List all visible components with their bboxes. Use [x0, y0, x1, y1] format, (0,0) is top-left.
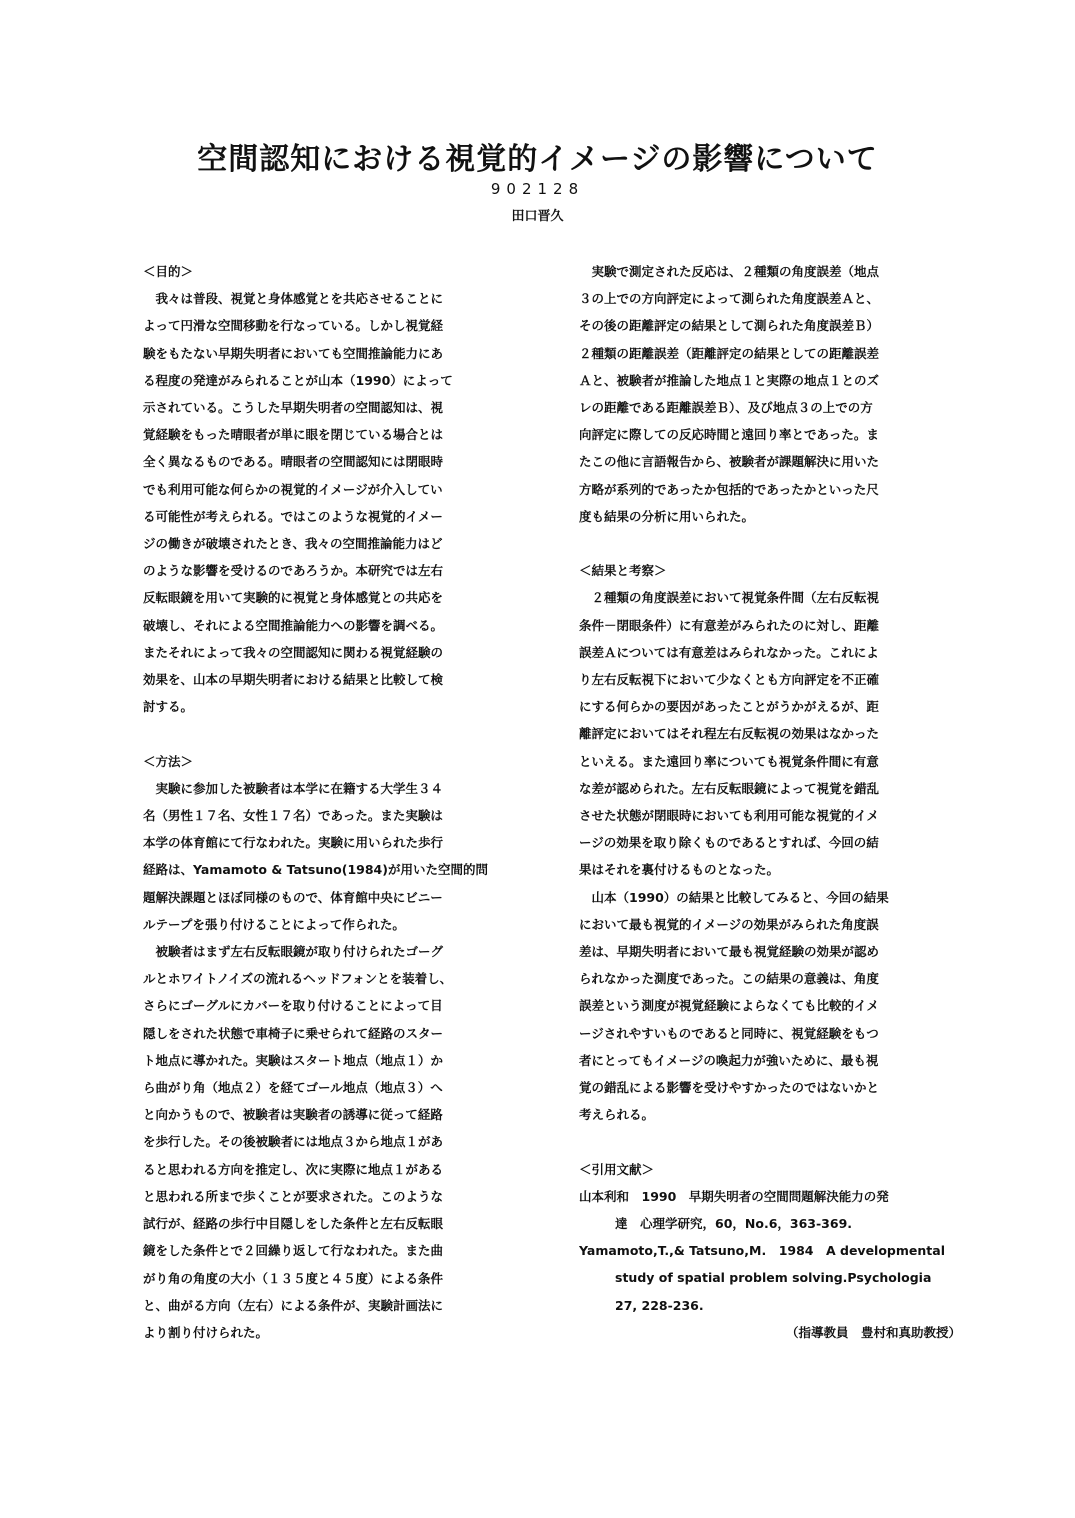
text-line: ージの効果を取り除くものであるとすれば、今回の結 — [579, 835, 879, 851]
text-line: 本学の体育館にて行なわれた。実験に用いられた歩行 — [143, 835, 444, 851]
text-line: 題解決課題とほぼ同様のもので、体育館中央にビニー — [143, 889, 443, 905]
text-line: 誤差Ａについては有意差はみられなかった。これによ — [579, 644, 879, 660]
text-line: ジの働きが破壊されたとき、我々の空間推論能力はど — [143, 536, 443, 552]
reference-continuation: 達 心理学研究，60，No.6，363-369. — [615, 1216, 853, 1232]
paper-title: 空間認知における視覚的イメージの影響について — [197, 142, 878, 177]
text-line: 者にとってもイメージの喚起力が強いために、最も視 — [579, 1052, 879, 1068]
text-line: 覚経験をもった晴眼者が単に眼を閉じている場合とは — [143, 427, 444, 443]
text-line: と向かうもので、被験者は実験者の誘導に従って経路 — [143, 1107, 443, 1123]
text-line: 被験者はまず左右反転眼鏡が取り付けられたゴーグ — [143, 944, 444, 960]
text-line: と思われる所まで歩くことが要求された。このような — [143, 1188, 444, 1204]
text-line: レの距離である距離誤差Ｂ）、及び地点３の上での方 — [579, 400, 873, 416]
text-line: 果はそれを裏付けるものとなった。 — [579, 862, 780, 878]
purpose-paragraph — [143, 285, 535, 720]
text-line: 全く異なるものである。晴眼者の空間認知には閉眼時 — [143, 454, 444, 470]
text-line: 我々は普段、視覚と身体感覚とを共応させることに — [143, 291, 444, 307]
text-line: 経路は、Yamamoto & Tatsuno(1984)が用いた空間的問 — [143, 862, 488, 878]
text-line: にする何らかの要因があったことがうかがえるが、距 — [579, 699, 879, 715]
right-column — [579, 258, 971, 1346]
text-line: 名（男性１７名、女性１７名）であった。また実験は — [143, 808, 443, 824]
text-line: 向評定に際しての反応時間と遠回り率とであった。ま — [579, 427, 879, 443]
text-line: な差が認められた。左右反転眼鏡によって視覚を錯乱 — [579, 780, 880, 796]
text-line: 覚の錯乱による影響を受けやすかったのではないかと — [579, 1080, 880, 1096]
text-line: させた状態が閉眼時においても利用可能な視覚的イメ — [579, 808, 879, 824]
left-column — [143, 258, 535, 1346]
text-line: を歩行した。その後被験者には地点３から地点１があ — [143, 1134, 444, 1150]
reference-continuation: 27, 228-236. — [615, 1297, 704, 1313]
text-line: り左右反転視下において少なくとも方向評定を不正確 — [579, 672, 880, 688]
text-line: より割り付けられた。 — [143, 1324, 269, 1340]
advisor-note: （指導教員 豊村和真助教授） — [785, 1324, 961, 1340]
method-paragraph-2 — [143, 938, 535, 1346]
text-line: でも利用可能な何らかの視覚的イメージが介入してい — [143, 481, 443, 497]
results-paragraph-1 — [579, 584, 971, 883]
text-line: たこの他に言語報告から、被験者が課題解決に用いた — [579, 454, 880, 470]
method-paragraph-1 — [143, 775, 535, 938]
text-line: 条件－閉眼条件）に有意差がみられたのに対し、距離 — [579, 617, 880, 633]
text-line: ージされやすいものであると同時に、視覚経験をもつ — [579, 1025, 879, 1041]
measures-paragraph — [579, 258, 971, 530]
text-line: 反転眼鏡を用いて実験的に視覚と身体感覚との共応を — [143, 590, 444, 606]
text-line: ３の上での方向評定によって測られた角度誤差Ａと、 — [579, 291, 880, 307]
results-heading: ＜結果と考察＞ — [579, 563, 667, 579]
text-line: またそれによって我々の空間認知に関わる視覚経験の — [143, 644, 444, 660]
text-line: と、曲がる方向（左右）による条件が、実験計画法に — [143, 1297, 444, 1313]
references-list — [579, 1183, 971, 1319]
results-paragraph-2 — [579, 884, 971, 1129]
text-line: 破壊し、それによる空間推論能力への影響を調べる。 — [143, 617, 444, 633]
text-line: ルとホワイトノイズの流れるヘッドフォンとを装着し、 — [143, 971, 453, 987]
reference-entry: 山本利和 1990 早期失明者の空間問題解決能力の発 — [579, 1188, 889, 1204]
text-line: 討する。 — [143, 699, 194, 715]
text-line: 差は、早期失明者において最も視覚経験の効果が認め — [579, 944, 880, 960]
text-line: 実験で測定された反応は、２種類の角度誤差（地点 — [579, 264, 880, 279]
text-line: がり角の角度の大小（１３５度と４５度）による条件 — [143, 1270, 444, 1286]
text-line: といえる。また遠回り率についても視覚条件間に有意 — [579, 753, 879, 769]
student-id: 902128 — [490, 180, 585, 198]
purpose-heading: ＜目的＞ — [143, 264, 194, 279]
text-line: 験をもたない早期失明者においても空間推論能力にあ — [143, 345, 444, 361]
text-line: る程度の発達がみられることが山本（1990）によって — [143, 372, 453, 388]
text-line: ら曲がり角（地点２）を経てゴール地点（地点３）へ — [143, 1080, 443, 1096]
text-line: 試行が、経路の歩行中目隠しをした条件と左右反転眼 — [143, 1216, 444, 1232]
text-line: 隠しをされた状態で車椅子に乗せられて経路のスター — [143, 1025, 444, 1041]
text-line: 離評定においてはそれ程左右反転視の効果はなかった — [579, 726, 880, 742]
text-line: その後の距離評定の結果として測られた角度誤差Ｂ） — [579, 318, 880, 334]
text-line: ２種類の距離誤差（距離評定の結果としての距離誤差 — [579, 345, 880, 361]
text-line: 鏡をした条件とで２回繰り返して行なわれた。また曲 — [143, 1243, 444, 1259]
author-name: 田口晋久 — [511, 209, 564, 224]
text-line: 示されている。こうした早期失明者の空間認知は、視 — [143, 400, 444, 416]
text-line: 誤差という測度が視覚経験によらなくても比較的イメ — [579, 998, 879, 1014]
text-line: ２種類の角度誤差において視覚条件間（左右反転視 — [579, 590, 880, 606]
text-line: Ａと、被験者が推論した地点１と実際の地点１とのズ — [579, 372, 880, 388]
text-line: さらにゴーグルにカバーを取り付けることによって目 — [143, 998, 443, 1014]
text-line: のような影響を受けるのであろうか。本研究では左右 — [143, 563, 444, 579]
reference-continuation: study of spatial problem solving.Psychologia — [615, 1270, 932, 1286]
reference-entry: Yamamoto,T.,& Tatsuno,M. 1984 A developmental — [579, 1243, 945, 1259]
text-line: 山本（1990）の結果と比較してみると、今回の結果 — [579, 889, 889, 905]
text-line: 考えられる。 — [579, 1107, 655, 1123]
text-line: ト地点に導かれた。実験はスタート地点（地点１）か — [143, 1052, 444, 1068]
text-line: よって円滑な空間移動を行なっている。しかし視覚経 — [143, 318, 444, 334]
text-line: 効果を、山本の早期失明者における結果と比較して検 — [143, 672, 444, 688]
text-line: において最も視覚的イメージの効果がみられた角度誤 — [579, 916, 879, 932]
text-line: ると思われる方向を推定し、次に実際に地点１がある — [143, 1161, 444, 1177]
text-line: 度も結果の分析に用いられた。 — [579, 508, 755, 524]
text-line: られなかった測度であった。この結果の意義は、角度 — [579, 971, 879, 987]
text-line: 方略が系列的であったか包括的であったかといった尺 — [579, 481, 879, 497]
text-line: 実験に参加した被験者は本学に在籍する大学生３４ — [143, 780, 444, 796]
text-line: る可能性が考えられる。ではこのような視覚的イメー — [143, 508, 443, 524]
references-heading: ＜引用文献＞ — [579, 1161, 655, 1177]
method-heading: ＜方法＞ — [143, 753, 194, 769]
text-line: ルテープを張り付けることによって作られた。 — [143, 916, 405, 932]
